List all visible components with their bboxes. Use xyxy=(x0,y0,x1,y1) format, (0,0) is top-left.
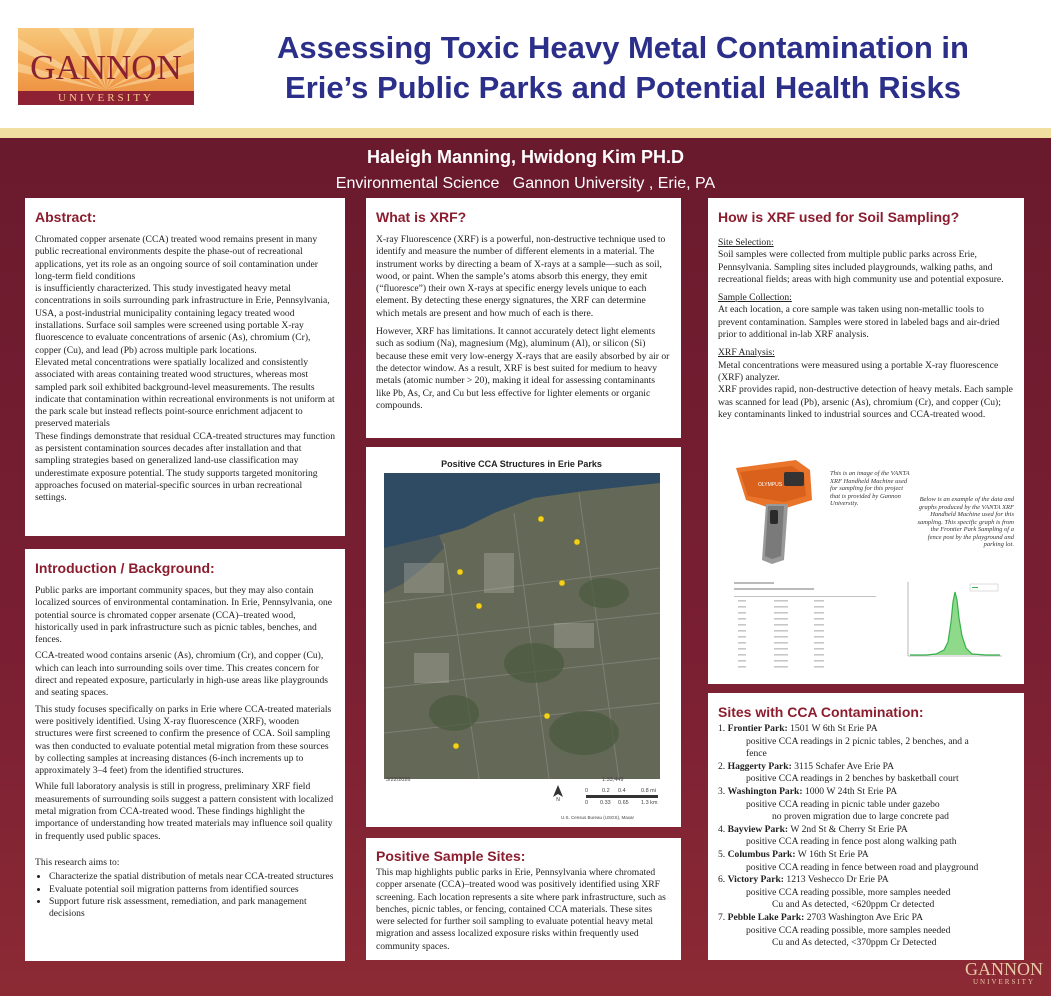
graph-caption: Below is an example of the data and graphs produced by the VANTA XRF Handheld Machine used for this sampling. This specific graph is from the Frontier Park Sampling of a fence post by the playground and parking lot. xyxy=(917,496,1014,548)
intro-p4: While full laboratory analysis is still in progress, preliminary XRF field measurements of surrounding soils suggest a pattern consistent with localized metal migration from CCA-treated wood. These findings highlight the importance of understanding how treated materials may influence soil quality in frequently used public spaces. xyxy=(35,781,334,842)
scale-label: 0.2 xyxy=(602,788,610,794)
abstract-p3: Elevated metal concentrations were spatially localized and consistently associated with areas containing treated wood structures, whereas most sampled park soil exhibited background-level measurements. The results indicate that contamination within recreational environments is not uniform at the park scale but instead reflects point-source enrichment adjacent to preserved materials xyxy=(35,356,335,430)
sites-panel xyxy=(708,693,1024,960)
site-title-line: 3. Washington Park: 1000 W 24th St Erie PA xyxy=(718,785,898,797)
map-credit: U.S. Census Bureau (USGS), Maxar xyxy=(561,815,635,820)
footer-logo-sub: UNIVERSITY xyxy=(973,978,1035,986)
logo-wordmark: GANNON xyxy=(30,48,182,87)
site-item-frontier xyxy=(718,723,1014,761)
site-name: Bayview Park: xyxy=(727,823,789,835)
scale-label: 0 xyxy=(585,800,589,806)
aerial-map xyxy=(384,473,660,779)
site-address: 1000 W 24th St Erie PA xyxy=(802,785,898,797)
sites-heading: Sites with CCA Contamination: xyxy=(718,704,924,720)
site-detail: positive CCA reading possible, more samples needed xyxy=(746,924,951,936)
affiliation: Environmental Science Gannon University , Erie, PA xyxy=(335,175,716,192)
site-detail: Cu and As detected, <370ppm Cr Detected xyxy=(772,937,937,949)
site-item-haggerty xyxy=(718,761,1014,786)
intro-panel xyxy=(25,549,345,961)
xrf-spectrum-graph xyxy=(896,578,1006,668)
aims-intro: This research aims to: xyxy=(35,856,120,868)
abstract-panel xyxy=(25,198,345,536)
abstract-heading: Abstract: xyxy=(35,209,97,225)
intro-p1: Public parks are important community spaces, but they may also contain localized sources of environmental contamination. In Erie, Pennsylvania, one potential source is chromated copper arsenate (CCA)–treated wood, historically used in park infrastructure such as picnic tables, benches, and fences. xyxy=(35,585,333,646)
map-panel xyxy=(366,447,681,827)
site-title-line: 7. Pebble Lake Park: 2703 Washington Ave Eric PA xyxy=(718,911,924,923)
aim-item: • Evaluate potential soil migration patterns from identified sources xyxy=(49,884,335,896)
map-scale-ratio: 1:33,449 xyxy=(602,777,624,783)
what-is-xrf-panel xyxy=(366,198,681,438)
xrf-analysis-p1: Metal concentrations were measured using a portable X-ray fluorescence (XRF) analyzer. xyxy=(718,359,999,383)
site-title-line: 5. Columbus Park: W 16th St Erie PA xyxy=(718,848,869,860)
site-address: 1213 Veshecco Dr Erie PA xyxy=(784,874,889,886)
site-item-washington xyxy=(718,786,1014,824)
intro-p2: CCA-treated wood contains arsenic (As), chromium (Cr), and copper (Cu), which can leach into surrounding soils over time. This creates concern for direct and repeated exposure, particularly in high-use areas like playgrounds and seating spaces. xyxy=(35,650,329,699)
xrf-device-image xyxy=(726,460,822,570)
gannon-logo xyxy=(18,28,194,105)
scale-label: 0.33 xyxy=(600,800,611,806)
xrf-readings-table xyxy=(734,582,876,678)
title-line-1: Assessing Toxic Heavy Metal Contamination in xyxy=(277,30,969,65)
soil-sampling-panel xyxy=(708,198,1024,684)
xrf-p2: However, XRF has limitations. It cannot accurately detect light elements such as sodium (Na), magnesium (Mg), aluminum (Al), or silicon (Si) because these emit very low-energy X-rays that are easily absorbed by air or the detector window. As a result, XRF is best suited for medium to heavy metals (atomic number > 20), making it ideal for assessing contaminants like Pb, As, Cr, and Cu but less effective for lighter elements or organic compounds. xyxy=(376,326,670,411)
site-name: Pebble Lake Park: xyxy=(727,911,805,923)
positive-sites-panel xyxy=(366,838,681,960)
title-line-2: Erie’s Public Parks and Potential Health Risks xyxy=(285,70,961,105)
map-title: Positive CCA Structures in Erie Parks xyxy=(441,459,602,469)
scale-label: 0 xyxy=(585,788,589,794)
site-title-line: 6. Victory Park: 1213 Veshecco Dr Erie PA xyxy=(718,874,889,886)
site-detail: positive CCA reading in picnic table under gazebo xyxy=(746,798,940,810)
site-detail: Cu and As detected, <620ppm Cr detected xyxy=(772,899,935,911)
intro-p3: This study focuses specifically on parks in Erie where CCA-treated materials were positively identified. Using X-ray fluorescence (XRF), wooden structures were first screened to confirm the presence of CCA. Soil sampling was then conducted to evaluate potential metal migration from these sources by collecting samples at increasing distances (6-inch increments up to approximately 3–4 feet) from the identified structures. xyxy=(35,703,332,777)
site-detail: no proven migration due to large concrete pad xyxy=(772,811,949,823)
site-detail: positive CCA reading in fence post along walking path xyxy=(746,836,957,848)
site-detail: positive CCA readings in 2 benches by basketball court xyxy=(746,773,959,785)
xrf-p1: X-ray Fluorescence (XRF) is a powerful, non-destructive technique used to identify and measure the number of different elements in a material. The instrument works by directing a beam of X-rays at a sample—such as soil, wood, or paint. When the sample’s atoms absorb this energy, they emit (“fluoresce”) their own X-rays at specific energy levels unique to each element. By detecting these energy signatures, the XRF can determine which metals are present and how much of each is there. xyxy=(376,234,666,319)
site-name: Washington Park: xyxy=(727,785,803,797)
site-item-pebble-lake xyxy=(718,912,1014,950)
abstract-p1: Chromated copper arsenate (CCA) treated wood remains present in many public recreational environments despite the phase-out of recreational applications, yet its role as an ongoing source of soil contamination under long-term field conditions xyxy=(35,234,318,282)
site-detail: positive CCA reading in fence between road and playground xyxy=(746,861,979,873)
sample-collection-label: Sample Collection: xyxy=(718,292,792,304)
aims-list xyxy=(35,871,335,920)
north-arrow-icon xyxy=(552,785,564,801)
site-title-line: 2. Haggerty Park: 3115 Schafer Ave Erie PA xyxy=(718,760,895,772)
site-detail: positive CCA readings in 2 picnic tables, 2 benches, and a xyxy=(746,735,969,747)
site-name: Frontier Park: xyxy=(727,723,788,734)
scale-label: 0.4 xyxy=(618,788,626,794)
aim-item: • Support future risk assessment, remediation, and park management decisions xyxy=(49,896,335,921)
site-name: Haggerty Park: xyxy=(727,760,792,772)
site-address: 2703 Washington Ave Eric PA xyxy=(804,911,924,923)
site-address: 1501 W 6th St Erie PA xyxy=(787,723,878,734)
scale-label: 0.8 mi xyxy=(641,788,656,794)
scale-label: 1.3 km xyxy=(641,800,658,806)
site-detail: positive CCA reading possible, more samples needed xyxy=(746,886,951,898)
footer-logo xyxy=(965,960,1043,986)
device-caption: This is an image of the VANTA XRF Handheld Machine used for sampling for this project that is provided by Gannon University. xyxy=(830,470,910,507)
site-item-victory xyxy=(718,874,1014,912)
site-address: W 16th St Erie PA xyxy=(795,848,869,860)
site-title-line: 1. Frontier Park: 1501 W 6th St Erie PA xyxy=(718,723,878,734)
svg-text:N: N xyxy=(556,797,560,801)
positive-sites-heading: Positive Sample Sites: xyxy=(376,848,526,864)
site-item-columbus xyxy=(718,849,1014,874)
site-selection-text: Soil samples were collected from multiple public parks across Erie, Pennsylvania. Sampling sites included playgrounds, walking paths, and recreational fields; areas with high community use and potential exposure. xyxy=(718,249,1004,285)
intro-heading: Introduction / Background: xyxy=(35,560,215,576)
sample-collection-text: At each location, a core sample was taken using non-metallic tools to prevent contamination. Samples were stored in labeled bags and air-dried prior to additional in-lab XRF analysis. xyxy=(718,304,1000,341)
site-list xyxy=(718,723,1014,950)
map-date: 3/22/2026 xyxy=(386,777,411,783)
site-item-bayview xyxy=(718,824,1014,849)
device-brand-label: OLYMPUS xyxy=(758,482,783,488)
site-address: W 2nd St & Cherry St Erie PA xyxy=(788,823,908,835)
header xyxy=(0,0,1051,128)
abstract-p2: is insufficiently characterized. This study investigated heavy metal concentrations in soils surrounding park infrastructure in Erie, Pennsylvania, USA, a post-industrial municipality containing legacy treated wood installations. Surface soil samples were screened using portable X-ray fluorescence to evaluate concentrations of arsenic (As), chromium (Cr), copper (Cu), and lead (Pb) across multiple park locations. xyxy=(35,283,330,356)
site-name: Columbus Park: xyxy=(727,848,796,860)
site-address: 3115 Schafer Ave Erie PA xyxy=(791,760,895,772)
site-selection-label: Site Selection: xyxy=(718,237,774,248)
positive-sites-p1: This map highlights public parks in Erie, Pennsylvania where chromated copper arsenate (CCA)–treated wood was positively identified using XRF screening. Each location represents a site where park infrastructure, such as benches, picnic tables, or fencing, contained CCA materials. These sites were selected for further soil sampling to evaluate potential heavy metal migration and assess localized exposure risks within frequently used community spaces. xyxy=(376,867,666,952)
aerial-map-graphic xyxy=(384,473,660,779)
soil-heading: How is XRF used for Soil Sampling? xyxy=(718,209,960,225)
scale-label: 0.65 xyxy=(618,800,629,806)
logo-subtitle: UNIVERSITY xyxy=(58,92,154,104)
site-title-line: 4. Bayview Park: W 2nd St & Cherry St Erie PA xyxy=(718,823,908,835)
xrf-analysis-label: XRF Analysis: xyxy=(718,347,775,359)
header-stripe xyxy=(0,128,1051,138)
scale-bar xyxy=(586,795,658,798)
poster-title xyxy=(208,28,1038,108)
site-name: Victory Park: xyxy=(727,874,784,886)
authors: Haleigh Manning, Hwidong Kim PH.D xyxy=(367,147,684,167)
aim-item: • Characterize the spatial distribution of metals near CCA-treated structures xyxy=(49,871,335,883)
site-detail: fence xyxy=(746,748,767,760)
xrf-analysis-p2: XRF provides rapid, non-destructive detection of heavy metals. Each sample was scanned for lead (Pb), arsenic (As), chromium (Cr), and copper (Cu); key contaminants linked to industrial sources and CCA-treated wood. xyxy=(718,384,1013,420)
footer-logo-name: GANNON xyxy=(965,959,1043,979)
abstract-p4: These findings demonstrate that residual CCA-treated structures may function as persistent contamination sources decades after installation and that sampling strategies based on generalized land-use classification may underestimate exposure potential. The study supports targeted monitoring approaches focused on material-specific sources in urban recreational settings. xyxy=(35,430,335,504)
xrf-heading: What is XRF? xyxy=(376,209,467,225)
